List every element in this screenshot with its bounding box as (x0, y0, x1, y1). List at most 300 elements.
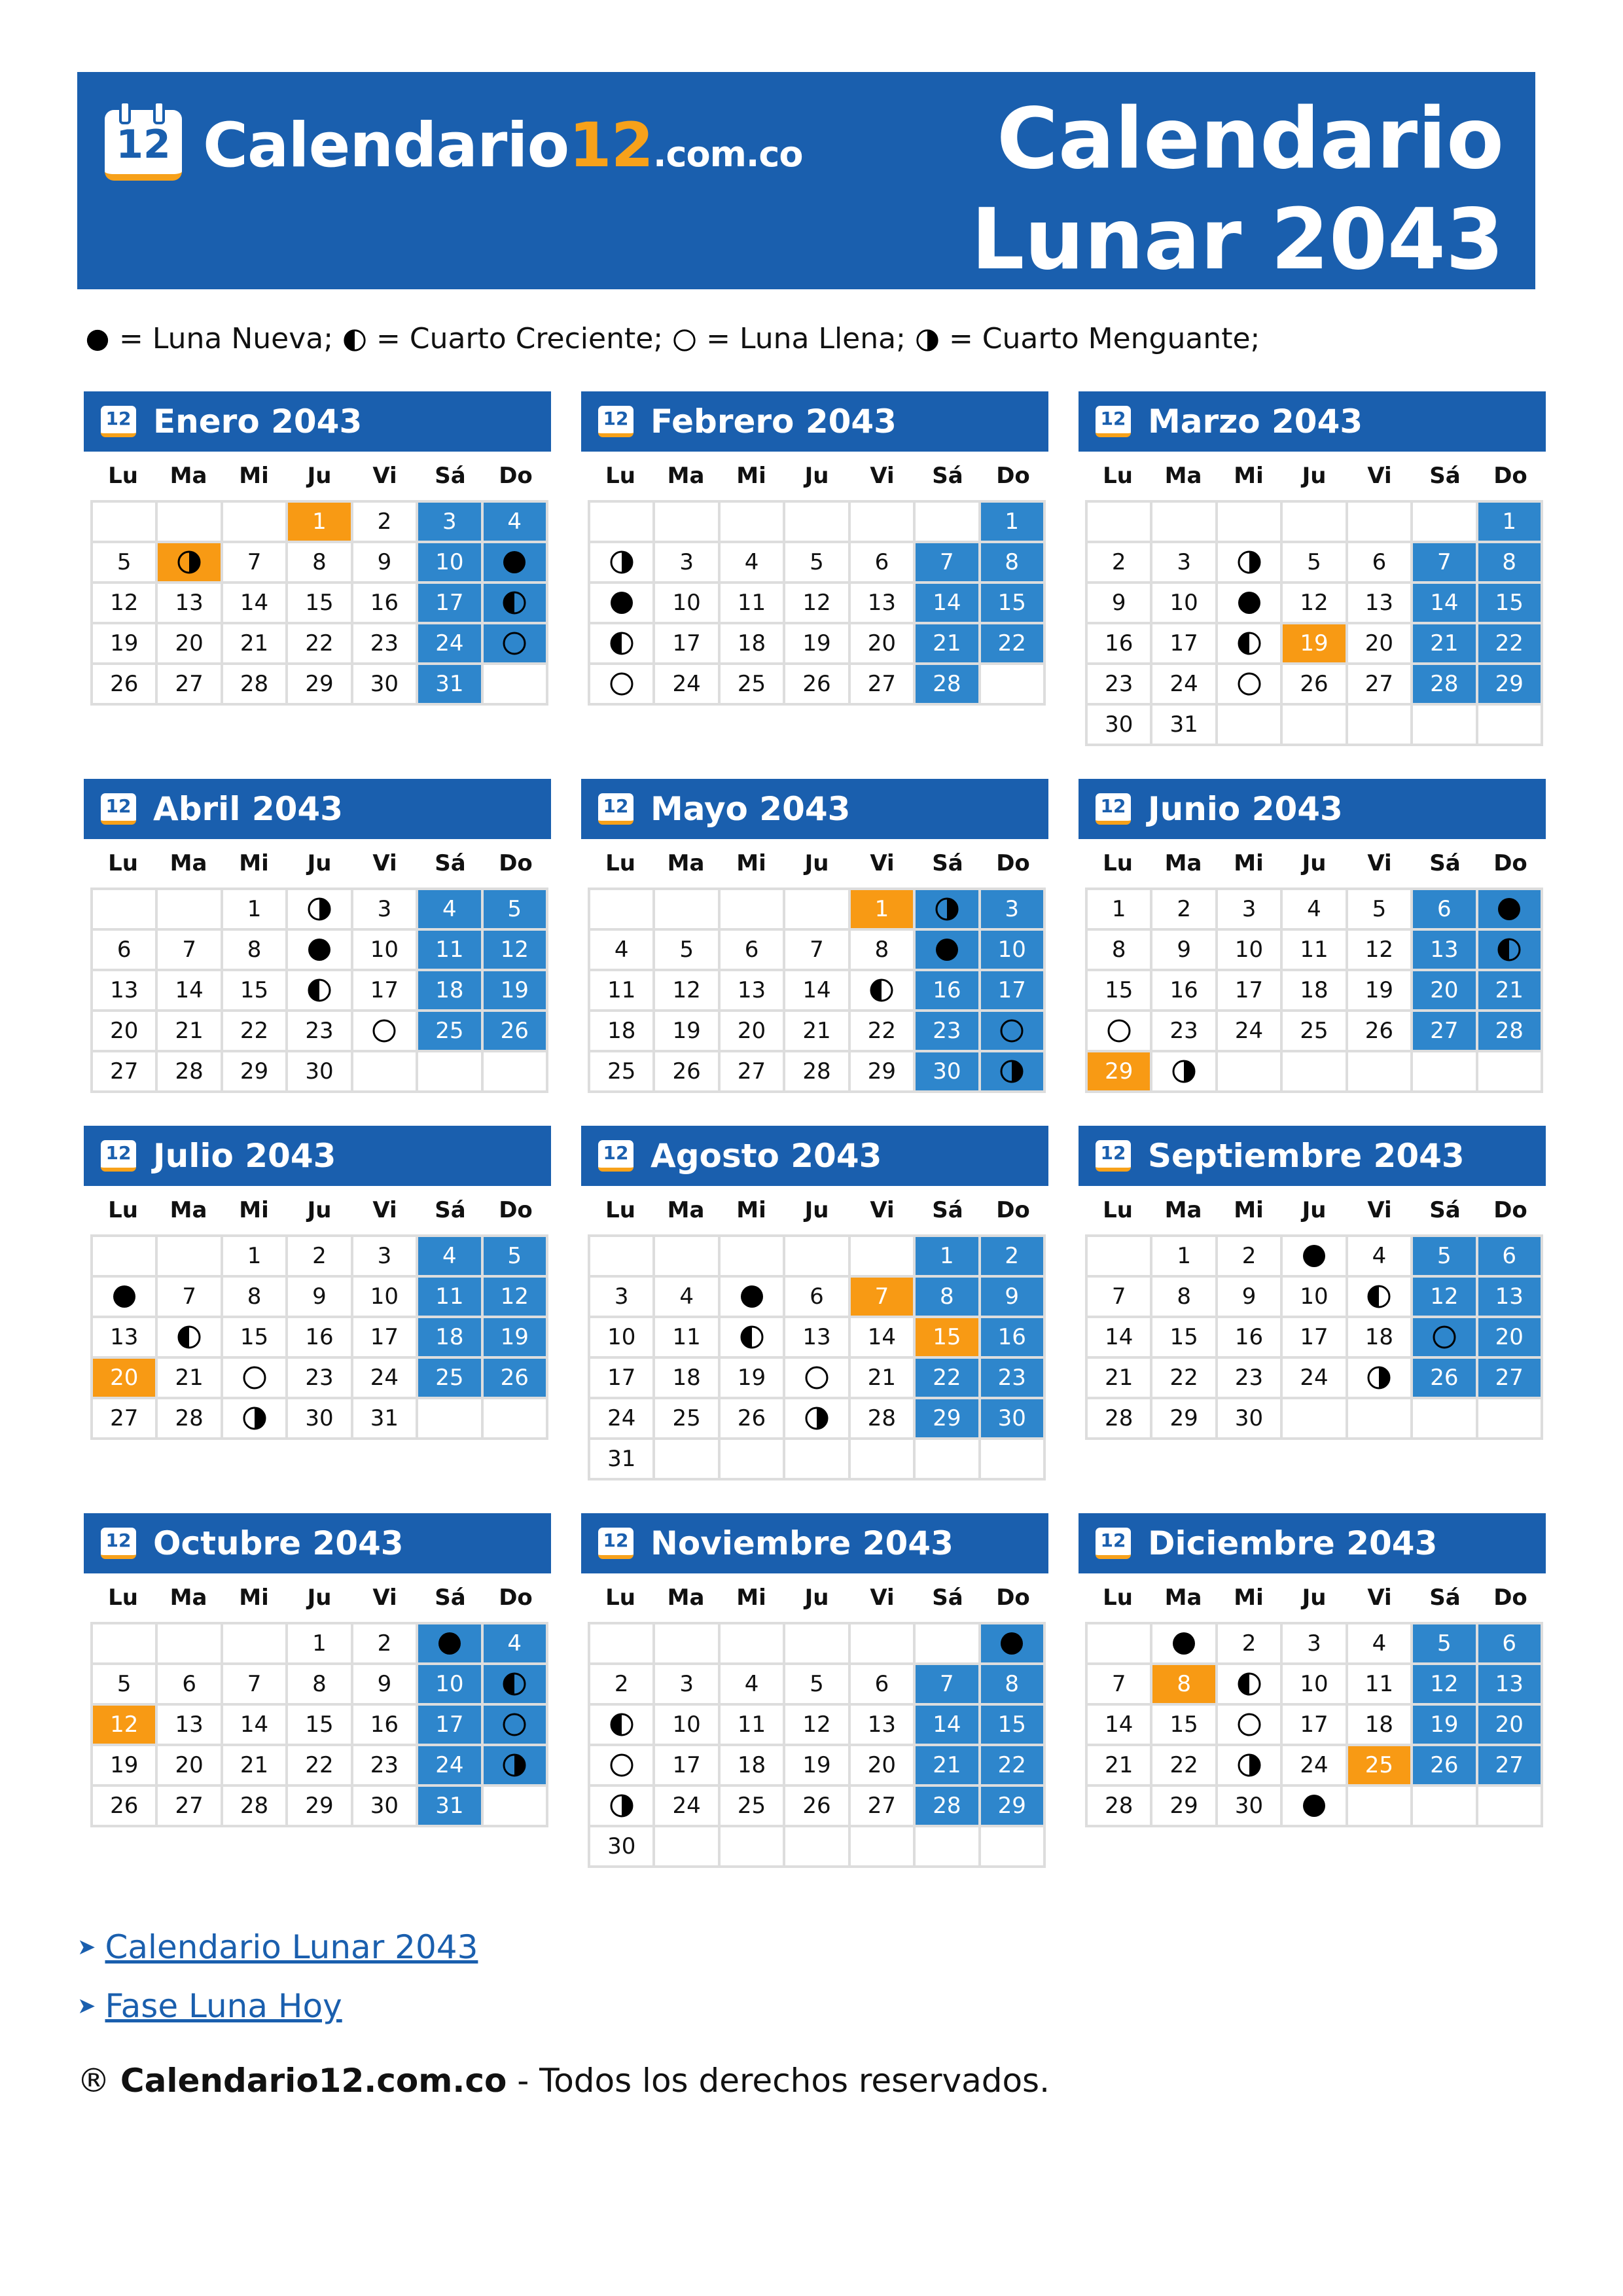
day-cell: 25 (1283, 1012, 1347, 1052)
weekday-label: Lu (1103, 850, 1133, 876)
day-cell: 6 (1478, 1624, 1543, 1665)
day-cell-first-moon (1218, 1665, 1283, 1706)
day-cell: 4 (655, 1278, 720, 1318)
day-cell: 23 (353, 624, 418, 665)
links-list (77, 1918, 478, 2036)
day-cell: 1 (223, 890, 288, 931)
empty-cell (590, 1237, 655, 1278)
calendar-icon: 12 (101, 1528, 136, 1559)
day-cell: 14 (916, 1706, 980, 1746)
weekday-label: Mi (736, 850, 766, 876)
moon-full-icon (609, 1752, 635, 1778)
day-cell: 24 (418, 1746, 483, 1787)
moon-last-icon (306, 896, 332, 922)
moon-first-icon (1236, 1671, 1262, 1697)
weekday-label: Ma (667, 1585, 705, 1611)
day-cell: 2 (981, 1237, 1046, 1278)
day-cell: 10 (353, 1278, 418, 1318)
week-row (93, 1278, 548, 1318)
week-row (590, 1746, 1046, 1787)
day-cell-first-moon (484, 584, 548, 624)
weekday-label: Ju (307, 850, 332, 876)
empty-cell (1283, 1052, 1347, 1093)
day-cell-first-moon (158, 1318, 223, 1359)
day-cell: 7 (158, 1278, 223, 1318)
day-cell: 8 (1152, 1665, 1217, 1706)
week-row (590, 971, 1046, 1012)
day-cell: 8 (288, 543, 353, 584)
weekday-label: Mi (239, 850, 269, 876)
day-cell: 20 (851, 624, 916, 665)
month-grid (588, 888, 1046, 1093)
weekday-header-row (84, 1573, 551, 1622)
day-cell: 16 (353, 584, 418, 624)
week-row (590, 1624, 1046, 1665)
moon-new-icon (85, 327, 110, 351)
day-cell: 8 (288, 1665, 353, 1706)
empty-cell (785, 1624, 850, 1665)
day-cell: 7 (851, 1278, 916, 1318)
month-header[interactable] (84, 1513, 551, 1573)
day-cell: 12 (785, 1706, 850, 1746)
day-cell: 29 (1478, 665, 1543, 706)
legend-item-full (672, 322, 906, 355)
month-title: Enero 2043 (153, 403, 363, 440)
day-cell-full-moon (353, 1012, 418, 1052)
weekday-label: Ju (804, 1585, 829, 1611)
empty-cell (158, 1624, 223, 1665)
weekday-label: Do (1493, 463, 1527, 489)
weekday-label: Lu (108, 850, 138, 876)
day-cell-first-moon (288, 971, 353, 1012)
month-title: Junio 2043 (1148, 790, 1343, 828)
day-cell-last-moon (916, 890, 980, 931)
weekday-label: Do (996, 850, 1030, 876)
day-cell: 8 (1152, 1278, 1217, 1318)
calendar-logo-icon[interactable] (105, 110, 182, 181)
day-cell: 28 (1088, 1399, 1152, 1440)
empty-cell (1413, 1052, 1478, 1093)
month-header[interactable] (1079, 391, 1546, 452)
week-row (1088, 543, 1543, 584)
day-cell: 7 (785, 931, 850, 971)
day-cell: 26 (484, 1012, 548, 1052)
week-row (590, 665, 1046, 706)
day-cell-last-moon (484, 1746, 548, 1787)
month-header[interactable] (581, 1513, 1048, 1573)
day-cell: 21 (158, 1012, 223, 1052)
day-cell: 23 (1088, 665, 1152, 706)
day-cell-full-moon (981, 1012, 1046, 1052)
month-header[interactable] (84, 1126, 551, 1186)
day-cell: 22 (916, 1359, 980, 1399)
moon-last-icon (241, 1405, 268, 1431)
moon-new-icon (934, 937, 960, 963)
day-cell: 8 (223, 1278, 288, 1318)
empty-cell (916, 1827, 980, 1868)
day-cell: 10 (353, 931, 418, 971)
month-grid (90, 888, 548, 1093)
day-cell: 4 (418, 1237, 483, 1278)
weekday-label: Vi (870, 1197, 895, 1223)
day-cell: 29 (981, 1787, 1046, 1827)
month-title: Diciembre 2043 (1148, 1524, 1438, 1562)
empty-cell (916, 503, 980, 543)
empty-cell (721, 1624, 785, 1665)
day-cell: 31 (353, 1399, 418, 1440)
day-cell-full-moon (484, 1706, 548, 1746)
day-cell: 28 (1478, 1012, 1543, 1052)
link-text[interactable]: Calendario Lunar 2043 (105, 1928, 478, 1966)
empty-cell (418, 1052, 483, 1093)
weekday-label: Sá (1429, 463, 1461, 489)
empty-cell (1478, 1399, 1543, 1440)
week-row (93, 1237, 548, 1278)
day-cell: 9 (353, 1665, 418, 1706)
day-cell: 10 (655, 1706, 720, 1746)
day-cell: 26 (655, 1052, 720, 1093)
day-cell: 16 (353, 1706, 418, 1746)
day-cell: 11 (655, 1318, 720, 1359)
day-cell: 31 (590, 1440, 655, 1480)
day-cell: 9 (1218, 1278, 1283, 1318)
week-row (590, 1827, 1046, 1868)
day-cell: 15 (981, 1706, 1046, 1746)
moon-full-icon (1236, 1712, 1262, 1738)
day-cell: 6 (1348, 543, 1413, 584)
weekday-label: Do (996, 463, 1030, 489)
weekday-label: Vi (1367, 463, 1392, 489)
day-cell: 6 (851, 1665, 916, 1706)
empty-cell (785, 1440, 850, 1480)
empty-cell (785, 1237, 850, 1278)
day-cell: 11 (418, 1278, 483, 1318)
moon-full-icon (672, 327, 697, 351)
day-cell-first-moon (721, 1318, 785, 1359)
day-cell: 15 (1088, 971, 1152, 1012)
day-cell: 20 (721, 1012, 785, 1052)
day-cell: 21 (223, 624, 288, 665)
weekday-label: Ma (1164, 1197, 1202, 1223)
day-cell: 24 (1283, 1359, 1347, 1399)
moon-new-icon (111, 1283, 137, 1310)
day-cell: 2 (288, 1237, 353, 1278)
month-header[interactable] (1079, 779, 1546, 839)
day-cell: 27 (851, 665, 916, 706)
empty-cell (1413, 706, 1478, 746)
day-cell: 26 (93, 1787, 158, 1827)
day-cell: 23 (288, 1359, 353, 1399)
calendar-icon: 12 (598, 1528, 633, 1559)
day-cell: 27 (1478, 1359, 1543, 1399)
day-cell: 16 (981, 1318, 1046, 1359)
moon-last-icon (915, 327, 940, 351)
registered-symbol: ® (77, 2062, 110, 2100)
day-cell: 19 (93, 624, 158, 665)
weekday-label: Do (996, 1197, 1030, 1223)
day-cell: 10 (981, 931, 1046, 971)
day-cell: 10 (1218, 931, 1283, 971)
empty-cell (484, 1787, 548, 1827)
day-cell: 17 (981, 971, 1046, 1012)
day-cell: 20 (1478, 1706, 1543, 1746)
day-cell: 29 (288, 1787, 353, 1827)
day-cell: 3 (353, 1237, 418, 1278)
week-row (93, 1665, 548, 1706)
day-cell: 11 (418, 931, 483, 971)
day-cell-first-moon (851, 971, 916, 1012)
day-cell-last-moon (981, 1052, 1046, 1093)
week-row (93, 584, 548, 624)
week-row (590, 1278, 1046, 1318)
empty-cell (1413, 1399, 1478, 1440)
day-cell: 19 (484, 971, 548, 1012)
day-cell: 10 (655, 584, 720, 624)
day-cell: 23 (916, 1012, 980, 1052)
day-cell-full-moon (590, 1746, 655, 1787)
empty-cell (1152, 503, 1217, 543)
month-header[interactable] (1079, 1126, 1546, 1186)
moon-last-icon (804, 1405, 830, 1431)
calendar-icon: 12 (101, 793, 136, 825)
weekday-label: Mi (239, 1585, 269, 1611)
weekday-label: Sá (932, 1585, 963, 1611)
day-cell: 5 (655, 931, 720, 971)
day-cell: 14 (1088, 1318, 1152, 1359)
day-cell: 21 (916, 1746, 980, 1787)
day-cell: 30 (1218, 1399, 1283, 1440)
empty-cell (1413, 503, 1478, 543)
week-row (590, 1318, 1046, 1359)
day-cell: 21 (158, 1359, 223, 1399)
day-cell: 3 (418, 503, 483, 543)
day-cell: 28 (158, 1052, 223, 1093)
weekday-label: Ma (1164, 1585, 1202, 1611)
day-cell: 7 (916, 543, 980, 584)
site-logo[interactable] (203, 110, 803, 181)
week-row (93, 1706, 548, 1746)
day-cell: 29 (851, 1052, 916, 1093)
empty-cell (93, 1624, 158, 1665)
day-cell: 26 (1283, 665, 1347, 706)
empty-cell (484, 1399, 548, 1440)
day-cell: 28 (158, 1399, 223, 1440)
week-row (93, 543, 548, 584)
day-cell: 22 (981, 1746, 1046, 1787)
day-cell: 21 (851, 1359, 916, 1399)
empty-cell (93, 1237, 158, 1278)
weekday-label: Mi (1234, 1585, 1264, 1611)
ring-icon (153, 101, 165, 124)
title-line-2: Lunar 2043 (971, 191, 1504, 289)
day-cell: 19 (785, 1746, 850, 1787)
day-cell: 25 (721, 1787, 785, 1827)
day-cell: 17 (1283, 1318, 1347, 1359)
moon-new-icon (609, 590, 635, 616)
weekday-label: Mi (1234, 463, 1264, 489)
moon-new-icon (1171, 1630, 1197, 1657)
month-title: Septiembre 2043 (1148, 1137, 1465, 1175)
day-cell-first-moon (590, 624, 655, 665)
link-calendario-lunar[interactable] (77, 1918, 478, 1977)
moon-first-icon (176, 1324, 202, 1350)
day-cell: 3 (1218, 890, 1283, 931)
day-cell: 30 (916, 1052, 980, 1093)
day-cell: 6 (93, 931, 158, 971)
day-cell: 11 (1348, 1665, 1413, 1706)
month-grid (90, 1234, 548, 1440)
day-cell: 9 (981, 1278, 1046, 1318)
empty-cell (1283, 1399, 1347, 1440)
day-cell: 12 (1348, 931, 1413, 971)
day-cell: 17 (353, 1318, 418, 1359)
week-row (1088, 665, 1543, 706)
weekday-header-row (1079, 452, 1546, 500)
moon-new-icon (1301, 1793, 1327, 1819)
day-cell: 21 (916, 624, 980, 665)
day-cell-new-moon (590, 584, 655, 624)
day-cell: 22 (1152, 1359, 1217, 1399)
weekday-label: Lu (605, 850, 635, 876)
empty-cell (981, 1440, 1046, 1480)
ring-icon (119, 101, 131, 124)
empty-cell (1088, 1237, 1152, 1278)
day-cell: 18 (721, 1746, 785, 1787)
weekday-label: Do (499, 1197, 533, 1223)
week-row (93, 1787, 548, 1827)
week-row (93, 624, 548, 665)
day-cell: 13 (1478, 1278, 1543, 1318)
logo-accent: 12 (569, 110, 653, 181)
day-cell: 26 (93, 665, 158, 706)
day-cell: 18 (655, 1359, 720, 1399)
empty-cell (721, 1827, 785, 1868)
moon-legend (85, 322, 1269, 355)
day-cell: 30 (353, 665, 418, 706)
day-cell: 27 (721, 1052, 785, 1093)
empty-cell (655, 1237, 720, 1278)
day-cell: 2 (1218, 1624, 1283, 1665)
weekday-label: Ju (1302, 1197, 1327, 1223)
empty-cell (1413, 1787, 1478, 1827)
day-cell: 24 (590, 1399, 655, 1440)
day-cell: 15 (916, 1318, 980, 1359)
day-cell: 8 (1478, 543, 1543, 584)
day-cell: 22 (1478, 624, 1543, 665)
weekday-label: Lu (605, 463, 635, 489)
day-cell-full-moon (1218, 1706, 1283, 1746)
month-header[interactable] (84, 779, 551, 839)
moon-first-icon (501, 1671, 527, 1697)
day-cell-new-moon (484, 543, 548, 584)
month-header[interactable] (581, 391, 1048, 452)
day-cell: 13 (721, 971, 785, 1012)
day-cell: 18 (1348, 1318, 1413, 1359)
day-cell: 31 (418, 665, 483, 706)
day-cell: 24 (1152, 665, 1217, 706)
link-fase-luna-hoy[interactable] (77, 1977, 478, 2036)
moon-new-icon (306, 937, 332, 963)
day-cell: 3 (353, 890, 418, 931)
day-cell: 7 (1088, 1278, 1152, 1318)
day-cell: 5 (1348, 890, 1413, 931)
month-header[interactable] (581, 779, 1048, 839)
day-cell: 12 (1413, 1278, 1478, 1318)
day-cell-last-moon (590, 1787, 655, 1827)
week-row (93, 665, 548, 706)
moon-first-icon (739, 1324, 765, 1350)
empty-cell (655, 503, 720, 543)
link-text[interactable]: Fase Luna Hoy (105, 1987, 342, 2025)
day-cell: 22 (981, 624, 1046, 665)
day-cell: 20 (93, 1359, 158, 1399)
day-cell: 6 (158, 1665, 223, 1706)
month-title: Julio 2043 (153, 1137, 336, 1175)
day-cell: 16 (916, 971, 980, 1012)
week-row (590, 1440, 1046, 1480)
month-calendar (1079, 1513, 1546, 1827)
empty-cell (851, 1624, 916, 1665)
day-cell: 13 (93, 971, 158, 1012)
day-cell: 20 (851, 1746, 916, 1787)
day-cell-last-moon (158, 543, 223, 584)
day-cell: 21 (785, 1012, 850, 1052)
month-header[interactable] (1079, 1513, 1546, 1573)
day-cell: 12 (655, 971, 720, 1012)
weekday-header-row (581, 839, 1048, 888)
day-cell: 28 (916, 1787, 980, 1827)
month-header[interactable] (581, 1126, 1048, 1186)
day-cell: 28 (1413, 665, 1478, 706)
weekday-label: Ju (1302, 850, 1327, 876)
calendar-icon: 12 (101, 1140, 136, 1172)
day-cell: 3 (655, 543, 720, 584)
day-cell: 4 (418, 890, 483, 931)
day-cell: 17 (1283, 1706, 1347, 1746)
day-cell: 25 (418, 1359, 483, 1399)
weekday-label: Ju (804, 463, 829, 489)
day-cell: 25 (590, 1052, 655, 1093)
day-cell: 23 (353, 1746, 418, 1787)
week-row (1088, 1706, 1543, 1746)
month-grid (90, 1622, 548, 1827)
day-cell-full-moon (590, 665, 655, 706)
day-cell: 15 (981, 584, 1046, 624)
moon-full-icon (1236, 671, 1262, 697)
week-row (590, 1787, 1046, 1827)
weekday-label: Ma (169, 1585, 207, 1611)
day-cell: 14 (785, 971, 850, 1012)
day-cell: 9 (1088, 584, 1152, 624)
weekday-label: Ju (804, 850, 829, 876)
empty-cell (158, 503, 223, 543)
weekday-label: Do (499, 850, 533, 876)
day-cell: 15 (1152, 1318, 1217, 1359)
weekday-header-row (581, 452, 1048, 500)
day-cell: 17 (418, 584, 483, 624)
weekday-label: Ma (169, 1197, 207, 1223)
day-cell: 22 (851, 1012, 916, 1052)
day-cell: 17 (353, 971, 418, 1012)
month-header[interactable] (84, 391, 551, 452)
weekday-label: Ma (169, 463, 207, 489)
empty-cell (1088, 1624, 1152, 1665)
day-cell: 17 (418, 1706, 483, 1746)
week-row (1088, 1012, 1543, 1052)
empty-cell (590, 503, 655, 543)
week-row (1088, 1278, 1543, 1318)
month-title: Mayo 2043 (651, 790, 851, 828)
